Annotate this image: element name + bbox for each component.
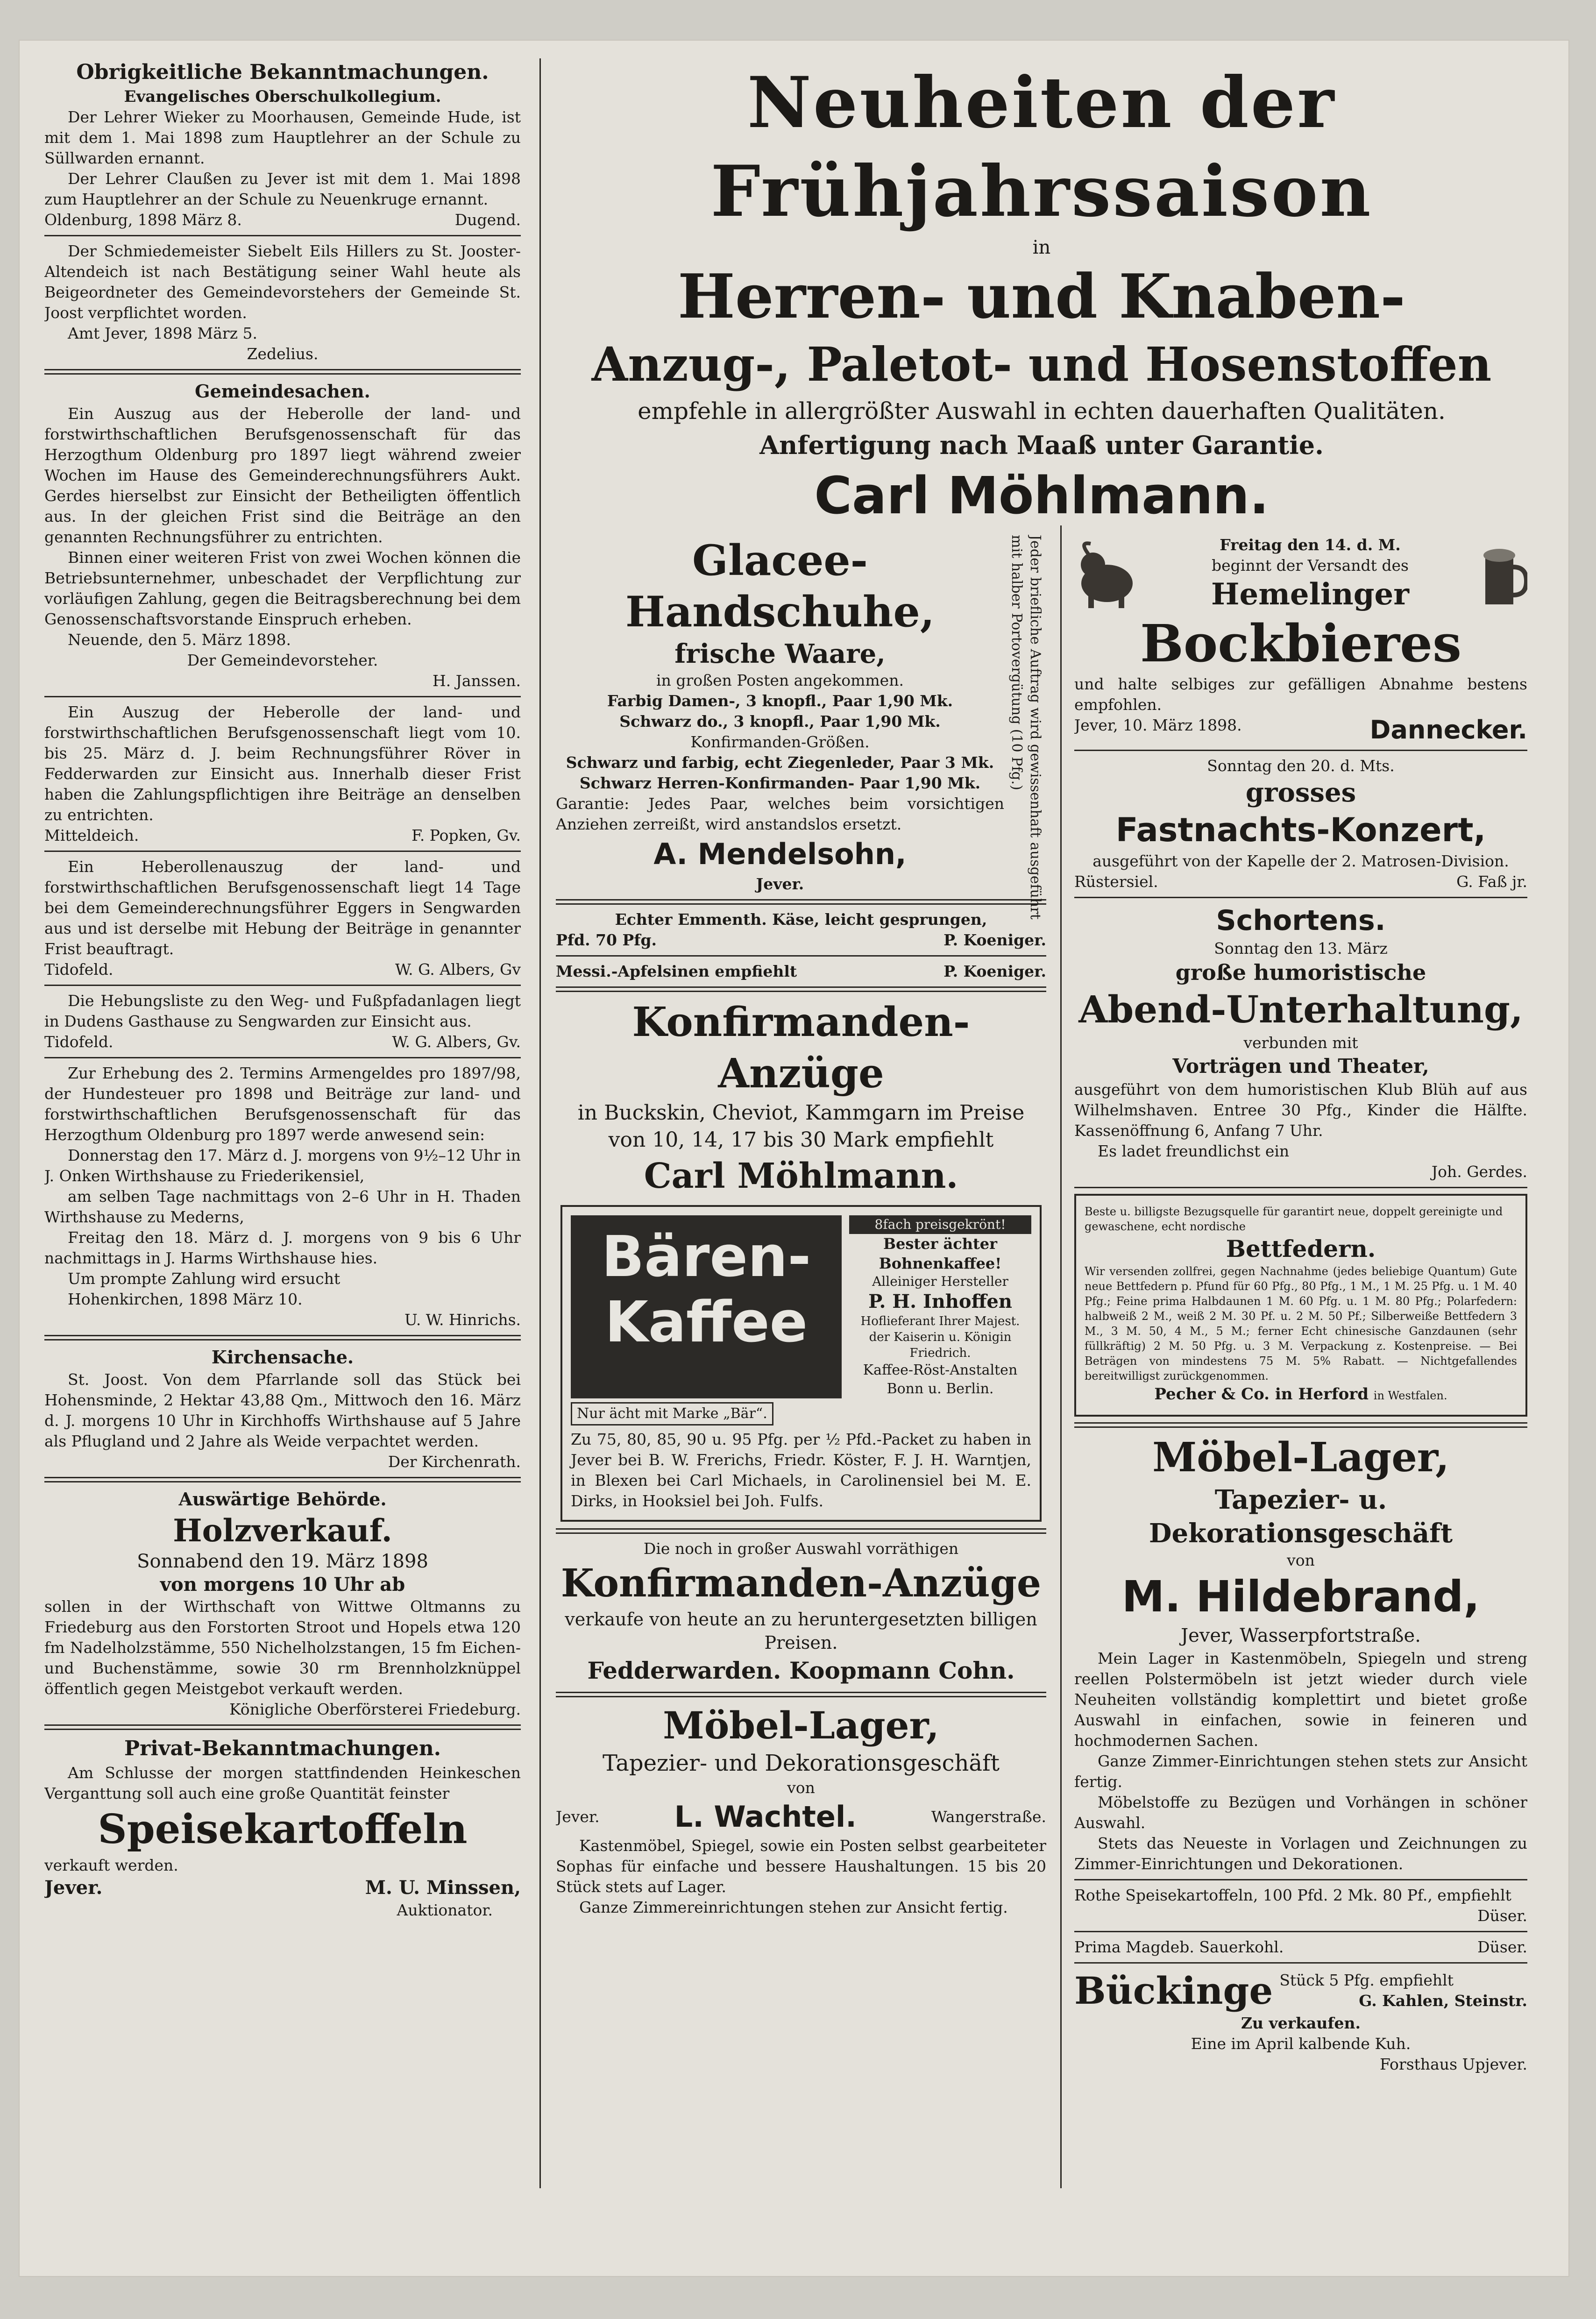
schortens-invite: Es ladet freundlichst ein [1098,1142,1290,1160]
notice-text: Am Schlusse der morgen stattfindenden Heinkeschen Verganttung soll auch eine große Quantität feinster [44,1764,521,1802]
hildebrand-text: Stets das Neueste in Vorlagen und Zeichnungen zu Zimmer-Einrichtungen und Dekorationen. [1074,1834,1527,1873]
notice-text: Der Schmiedemeister Siebelt Eils Hillers zu St. Jooster-Altendeich ist nach Bestätigung seiner Wahl heute als Beigeordneter des Gemeindevorstehers der Gemeinde St. Joost verpflichtet worden. [44,242,521,322]
cheese-price: Pfd. 70 Pfg. [556,931,657,949]
hildebrand-text: Möbelstoffe zu Bezügen und Vorhängen in schöner Auswahl. [1074,1793,1527,1832]
hildebrand-subtitle: Tapezier- u. Dekorationsgeschäft [1149,1484,1453,1549]
banner-line-4: empfehle in allergrößter Auswahl in echten dauerhaften Qualitäten. [638,397,1446,425]
fast-text: ausgeführt von der Kapelle der 2. Matrosen-Division. [1092,852,1509,870]
notice-text: Ein Heberollenauszug der land- und forstwirthschaftlichen Berufsgenossenschaft liegt 14 Tage bei dem Gemeinderechnungsführer Eggers in Sengwarden aus und ist derselbe mit Hebung der Beiträge in genannter Frist beauftragt. [44,858,521,958]
left-column [44,58,521,2258]
bett-firm: Pecher & Co. in Herford [1154,1385,1369,1404]
fast-grosses: grosses [1245,777,1356,808]
notice-signature: U. W. Hinrichs. [404,1311,521,1329]
kaffee-maker: P. H. Inhoffen [868,1291,1012,1312]
newspaper-page [19,40,1569,2277]
kaffee-award: 8fach preisgekrönt! [849,1215,1031,1234]
beer-mug-icon [1481,539,1527,609]
banner-in: in [1032,237,1051,258]
kaffee-claim: Bester ächter Bohnenkaffee! [879,1235,1002,1272]
wachtel-text: Kastenmöbel, Spiegel, sowie ein Posten selbst gearbeiteter Sophas für einfache und bessere Haushaltungen. 15 bis 20 Stück stets auf Lager. [556,1837,1046,1896]
potatoes-headline: Speisekartoffeln [98,1806,468,1853]
bock-firm: Dannecker. [1369,715,1527,745]
notice-signature: W. G. Albers, Gv [395,960,521,979]
column-rule-left [539,58,541,2188]
notice-text: St. Joost. Von dem Pfarrlande soll das Stück bei Hohensminde, 2 Hektar 43,88 Qm., Mittwoch den 16. März d. J. morgens 10 Uhr in Kirchhoffs Wirthshause auf 5 Jahre als Pflugland und 2 Jahre als Weide verpachtet werden. [44,1370,521,1450]
notice-signature: H. Janssen. [432,672,521,690]
banner-line-5: Anfertigung nach Maaß unter Garantie. [759,430,1324,460]
notice-text: Binnen einer weiteren Frist von zwei Wochen können die Betriebsunternehmer, unbeschadet der Verpflichtung zur vorläufigen Zahlung, gegen die Beitragsberechnung bei dem Genossenschaftsvorstande Einspruch erheben. [44,548,521,628]
sale-text: Eine im April kalbende Kuh. [1191,2035,1411,2053]
bock-headline: Bockbieres [1140,613,1462,674]
schortens-program: Vorträgen und Theater, [1172,1055,1429,1078]
notice-text: Zur Erhebung des 2. Termins Armengeldes pro 1897/98, der Hundesteuer pro 1898 und Beiträge zur land- und forstwirthschaftlichen Berufsgenossenschaft für das Herzogthum Oldenburg pro 1897 werde anwesend sein: [44,1064,521,1144]
buecking-text: Stück 5 Pfg. empfiehlt [1279,1971,1454,1989]
banner-firm: Carl Möhlmann. [814,466,1269,525]
notice-text: Der Lehrer Wieker zu Moorhausen, Gemeinde Hude, ist mit dem 1. Mai 1898 zum Hauptlehrer an der Schule zu Süllwarden ernannt. [44,108,521,167]
konf2-title: Konfirmanden-Anzüge [560,1561,1042,1606]
konf-text: in Buckskin, Cheviot, Kammgarn im Preise von 10, 14, 17 bis 30 Mark empfiehlt [577,1101,1025,1152]
notice-text: Die Hebungsliste zu den Weg- und Fußpfadanlagen liegt in Dudens Gasthause zu Sengwarden zur Einsicht aus. [44,992,521,1030]
glove-price-line: Schwarz und farbig, echt Ziegenleder, Paar 3 Mk. [566,753,994,772]
banner-line-3: Anzug-, Paletot- und Hosenstoffen [591,337,1492,392]
bock-ad [1074,535,1527,613]
kaffee-maker-label: Alleiniger Hersteller [872,1274,1008,1289]
wachtel-street: Wangerstraße. [931,1808,1046,1826]
notice-place: Tidofeld. [44,1033,113,1051]
banner-line-2: Herren- und Knaben- [678,261,1405,332]
buecking-headline: Bückinge [1074,1969,1273,2013]
schortens-signature: Joh. Gerdes. [1431,1163,1527,1181]
schortens-title: Schortens. [1216,904,1386,937]
sauerkohl-signature: Düser. [1477,1938,1527,1956]
wachtel-place: Jever. [556,1808,600,1826]
kaffee-logo-block [571,1215,842,1398]
middle-column [556,535,1046,2258]
timber-sale-headline: Holzverkauf. [173,1512,392,1549]
konf2-text: verkaufe von heute an zu heruntergesetzten billigen Preisen. [565,1609,1037,1653]
schortens-text: verbunden mit [1243,1034,1358,1052]
glove-subtitle: frische Waare, [674,638,886,669]
schortens-headline: Abend-Unterhaltung, [1078,987,1523,1031]
bett-location: in Westfalen. [1373,1389,1447,1402]
bett-text: Wir versenden zollfrei, gegen Nachnahme (jedes beliebige Quantum) Gute neue Bettfedern p. Pfund für 60 Pfg., 80 Pfg., 1 M., 1 M. 25 Pfg. u. 1 M. 40 Pfg.; Feine prima Halbdaunen 1 M. 60 Pfg. u. 1 M. 80 Pfg.; Polarfedern: halbweiß 2 M., weiß 2 M. 30 Pf. u. 2 M. 50 Pf.; Silberweiße Bettfedern 3 M., 3 M. 50, 4 M., 5 M.; ferner Echt chinesische Ganzdaunen (sehr füllkräftig) 2 M. 50 Pfg. u. 3 M. Verpackung z. Kostenpreise. — Bei Beträgen von mindestens 75 M. 5% Rabatt. — Nichtgefallendes bereitwilligst zurückgenommen. [1085,1265,1517,1383]
notice-signature: Dugend. [454,211,521,229]
right-column [1074,535,1527,2258]
konf2-firm: Fedderwarden. Koopmann Cohn. [587,1657,1015,1684]
hildebrand-text: Ganze Zimmer-Einrichtungen stehen stets zur Ansicht fertig. [1074,1752,1527,1791]
hildebrand-firm: M. Hildebrand, [1121,1572,1480,1622]
hildebrand-text: Mein Lager in Kastenmöbeln, Spiegeln und streng reellen Polstermöbeln ist jetzt wieder durch viele Neuheiten vollständig komplettirt und bietet große Auswahl in einfachen, sowie in feineren und hochmodernen Sachen. [1074,1649,1527,1750]
notice-place: Oldenburg, 1898 März 8. [44,211,242,229]
notice-place: Mitteldeich. [44,826,139,844]
kaffee-mark: Nur ächt mit Marke „Bär“. [571,1402,773,1425]
notice-text: Um prompte Zahlung wird ersucht [68,1269,340,1288]
notice-signature: Der Kirchenrath. [388,1453,521,1471]
section-title-church: Kirchensache. [211,1347,354,1368]
schortens-sub: große humoristische [1175,960,1426,985]
konf2-pre: Die noch in großer Auswahl vorräthigen [643,1539,959,1558]
notice-text: Donnerstag den 17. März d. J. morgens von 9½–12 Uhr in J. Onken Wirthshause zu Friederikensiel, [44,1146,521,1185]
schortens-date: Sonntag den 13. März [1214,939,1388,957]
oranges-ad: Messi.-Apfelsinen empfiehlt [556,962,797,980]
konf-firm: Carl Möhlmann. [644,1156,958,1196]
oranges-signature: P. Koeniger. [943,962,1046,980]
wachtel-von: von [787,1779,815,1797]
buecking-signature: G. Kahlen, Steinstr. [1359,1992,1527,2010]
wachtel-text: Ganze Zimmereinrichtungen stehen zur Ansicht fertig. [579,1898,1008,1916]
notice-role: Auktionator. [397,1901,493,1919]
notice-signature: F. Popken, Gv. [411,826,521,844]
section-title-official: Obrigkeitliche Bekanntmachungen. [76,60,489,84]
glove-price-line: Schwarz Herren-Konfirmanden- Paar 1,90 Mk. [579,774,981,792]
glove-text: Konfirmanden-Größen. [690,733,870,751]
glove-firm: A. Mendelsohn, [653,837,907,871]
glove-place: Jever. [756,875,804,893]
bettfedern-ad [1074,1194,1527,1417]
notice-place: Neuende, den 5. März 1898. [68,631,291,649]
notice-place: Jever. [44,1877,103,1899]
fast-headline: Fastnachts-Konzert, [1115,811,1486,849]
sale-signature: Forsthaus Upjever. [1379,2055,1527,2073]
notice-signature: Königliche Oberförsterei Friedeburg. [229,1700,521,1718]
bett-intro: Beste u. billigste Bezugsquelle für garantirt neue, doppelt gereinigte und gewaschene, echt nordische [1085,1205,1503,1233]
wachtel-title: Möbel-Lager, [663,1703,939,1747]
konf-title: Konfirmanden-Anzüge [632,999,970,1097]
schortens-text: ausgeführt von dem humoristischen Klub Blüh auf aus Wilhelmshaven. Entree 30 Pfg., Kinder die Hälfte. Kassenöffnung 6, Anfang 7 Uhr. [1074,1080,1527,1140]
glove-side-note: Jeder briefliche Auftrag wird gewissenhaft ausgeführt mit halber Portovergütung (10 Pfg.) [1008,535,1043,920]
bock-text: beginnt der Versandt des [1212,556,1409,574]
section-title-private: Privat-Bekanntmachungen. [124,1737,441,1760]
banner-headline: Neuheiten der Frühjahrssaison [710,62,1373,233]
kartoffel-signature: Düser. [1477,1907,1527,1925]
bett-headline: Bettfedern. [1226,1235,1376,1262]
goat-icon [1074,539,1140,609]
glove-title: Glacee-Handschuhe, [625,536,935,637]
bock-text: und halte selbiges zur gefälligen Abnahme bestens empfohlen. [1074,675,1527,714]
top-banner-ad [556,58,1527,525]
hildebrand-von: von [1287,1551,1315,1569]
notice-signature: W. G. Albers, Gv. [392,1033,521,1051]
notice-text: Der Lehrer Claußen zu Jever ist mit dem 1. Mai 1898 zum Hauptlehrer an der Schule zu Neuenkruge ernannt. [44,170,521,208]
notice-signature: M. U. Minssen, [365,1877,521,1899]
section-title-foreign: Auswärtige Behörde. [178,1489,387,1510]
bock-date: Freitag den 14. d. M. [1220,536,1401,554]
wachtel-subtitle: Tapezier- und Dekorationsgeschäft [602,1750,1000,1776]
hildebrand-place: Jever, Wasserpfortstraße. [1181,1625,1421,1646]
timber-sale-date: Sonnabend den 19. März 1898 [137,1551,428,1572]
hildebrand-title: Möbel-Lager, [1152,1434,1449,1481]
glove-price-line: Schwarz do., 3 knopfl., Paar 1,90 Mk. [619,712,941,730]
fast-date: Sonntag den 20. d. Mts. [1207,757,1395,775]
notice-place: Hohenkirchen, 1898 März 10. [68,1290,303,1308]
wachtel-firm: L. Wachtel. [674,1800,857,1834]
notice-text: verkauft werden. [44,1856,178,1874]
notice-text: Freitag den 18. März d. J. morgens von 9 bis 6 Uhr nachmittags in J. Harms Wirthshause hies. [44,1228,521,1267]
cheese-signature: P. Koeniger. [943,931,1046,949]
glove-price-line: Farbig Damen-, 3 knopfl., Paar 1,90 Mk. [607,692,953,710]
notice-signature: Zedelius. [247,345,319,363]
kaffee-brand: Bären-Kaffee [601,1225,811,1355]
column-rule-right [1060,525,1062,2188]
timber-sale-time: von morgens 10 Uhr ab [160,1574,405,1596]
notice-text: sollen in der Wirthschaft von Wittwe Oltmanns zu Friedeburg aus den Forstorten Stroot und Hopels etwa 120 fm Nadelholzstämme, 550 Nichelholzstangen, 15 fm Eichen- und Buchenstämme, sowie 30 rm Brennholzknüppel öffentlich gegen Meistgebot verkauft werden. [44,1597,521,1698]
notice-text: Ein Auszug der Heberolle der land- und forstwirthschaftlichen Berufsgenossenschaft liegt vom 10. bis 25. März d. J. beim Rechnungsführer Röver in Fedderwarden zur Einsicht aus. Innerhalb dieser Frist haben die Zahlungspflichtigen ihre Beiträge an denselben zu entrichten. [44,703,521,824]
fast-signature: G. Faß jr. [1456,872,1527,891]
fast-place: Rüstersiel. [1074,872,1158,891]
sale-title: Zu verkaufen. [1241,2014,1361,2032]
section-title-municipal: Gemeindesachen. [195,381,370,402]
notice-text: Ein Auszug aus der Heberolle der land- und forstwirthschaftlichen Berufsgenossenschaft für das Herzogthum Oldenburg pro 1897 liegt während zweier Wochen im Hause des Gemeinderechnungsführers Aukt. Gerdes hierselbst zur Einsicht der Betheiligten öffentlich aus. In der gleichen Frist sind die Beiträge an den genannten Rechnungsführer zu entrichten. [44,404,521,546]
notice-place: Amt Jever, 1898 März 5. [68,324,258,342]
subsection-title: Evangelisches Oberschulkollegium. [124,87,441,106]
bock-place: Jever, 10. März 1898. [1074,716,1242,734]
sauerkohl-ad: Prima Magdeb. Sauerkohl. [1074,1938,1284,1956]
kaffee-maker-title: Hoflieferant Ihrer Majest. der Kaiserin u. Königin Friedrich. [860,1314,1020,1360]
notice-text: am selben Tage nachmittags von 2–6 Uhr in H. Thaden Wirthshause zu Mederns, [44,1187,521,1226]
kaffee-ad [560,1205,1042,1522]
bock-brand: Hemelinger [1211,577,1409,612]
notice-role: Der Gemeindevorsteher. [187,651,378,669]
glove-guarantee: Garantie: Jedes Paar, welches beim vorsichtigen Anziehen zerreißt, wird anstandslos ersetzt. [556,794,1004,833]
kaffee-text: Zu 75, 80, 85, 90 u. 95 Pfg. per ½ Pfd.-Packet zu haben in Jever bei B. W. Frerichs, Friedr. Köster, F. J. H. Warntjen, in Blexen bei Carl Michaels, in Carolinensiel bei M. E. Dirks, in Hooksiel bei Joh. Fulfs. [571,1430,1031,1510]
kartoffel-ad: Rothe Speisekartoffeln, 100 Pfd. 2 Mk. 80 Pf., empfiehlt [1074,1886,1511,1904]
kaffee-roastery: Kaffee-Röst-Anstalten Bonn u. Berlin. [863,1362,1018,1397]
glove-text: in großen Posten angekommen. [656,671,904,689]
cheese-ad: Echter Emmenth. Käse, leicht gesprungen, [615,910,987,929]
notice-place: Tidofeld. [44,960,113,979]
